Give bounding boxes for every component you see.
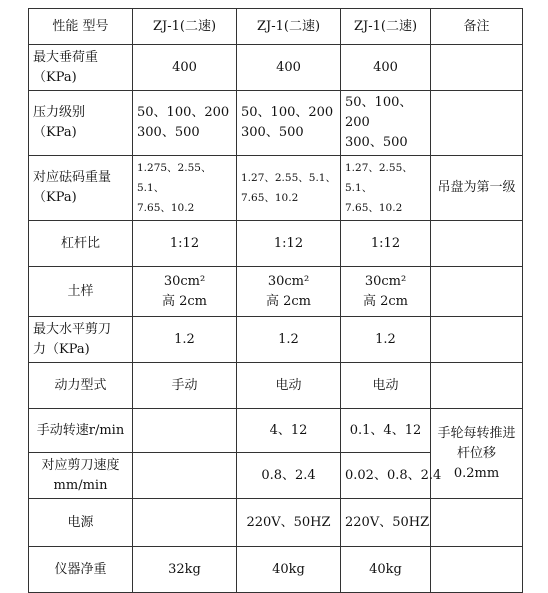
- value-cell: 50、100、200 300、500: [133, 91, 237, 156]
- table-row: [29, 45, 523, 91]
- value-cell: [133, 409, 237, 453]
- value-cell: [133, 453, 237, 499]
- table-row: [29, 317, 523, 363]
- row-label: 最大水平剪刀 力（KPa): [29, 317, 133, 363]
- value-cell: 0.02、0.8、2.4: [341, 453, 431, 499]
- value-cell: 400: [133, 45, 237, 91]
- table-row: [29, 221, 523, 267]
- table-row: [29, 409, 523, 453]
- value-cell: 1:12: [341, 221, 431, 267]
- table-row: [29, 499, 523, 547]
- header-remarks: 备注: [431, 9, 523, 45]
- value-cell: 400: [341, 45, 431, 91]
- note-cell: [431, 267, 523, 317]
- note-cell: [431, 547, 523, 593]
- value-cell: 1:12: [133, 221, 237, 267]
- note-cell: [431, 221, 523, 267]
- row-label: 仪器净重: [29, 547, 133, 593]
- value-cell: 40kg: [237, 547, 341, 593]
- value-cell: 1.2: [237, 317, 341, 363]
- row-label: 对应砝码重量 （KPa): [29, 156, 133, 221]
- value-cell: 4、12: [237, 409, 341, 453]
- table-row: [29, 156, 523, 221]
- header-model-3: ZJ-1(二速): [341, 9, 431, 45]
- note-cell: [431, 317, 523, 363]
- value-cell: 1.2: [133, 317, 237, 363]
- row-label: 杠杆比: [29, 221, 133, 267]
- value-cell: [133, 499, 237, 547]
- row-label: 对应剪刀速度 mm/min: [29, 453, 133, 499]
- note-cell: 吊盘为第一级: [431, 156, 523, 221]
- spec-table: [28, 8, 523, 593]
- value-cell: 1.275、2.55、5.1、 7.65、10.2: [133, 156, 237, 221]
- table-row: [29, 267, 523, 317]
- value-cell: 手动: [133, 363, 237, 409]
- value-cell: 30cm² 高 2cm: [341, 267, 431, 317]
- value-cell: 电动: [237, 363, 341, 409]
- value-cell: 0.8、2.4: [237, 453, 341, 499]
- note-cell: [431, 499, 523, 547]
- value-cell: 40kg: [341, 547, 431, 593]
- note-cell: [431, 91, 523, 156]
- value-cell: 1:12: [237, 221, 341, 267]
- header-row: [29, 9, 523, 45]
- table-row: [29, 547, 523, 593]
- merged-note-cell: 手轮每转推进 杆位移0.2mm: [431, 409, 523, 499]
- row-label: 压力级别 （KPa): [29, 91, 133, 156]
- value-cell: 1.27、2.55、5.1、 7.65、10.2: [237, 156, 341, 221]
- header-property-model: 性能 型号: [29, 9, 133, 45]
- value-cell: 220V、50HZ: [341, 499, 431, 547]
- value-cell: 0.1、4、12: [341, 409, 431, 453]
- row-label: 最大垂荷重 （KPa): [29, 45, 133, 91]
- value-cell: 50、100、200 300、500: [341, 91, 431, 156]
- note-cell: [431, 363, 523, 409]
- value-cell: 30cm² 高 2cm: [237, 267, 341, 317]
- row-label: 手动转速r/min: [29, 409, 133, 453]
- value-cell: 1.2: [341, 317, 431, 363]
- row-label: 电源: [29, 499, 133, 547]
- value-cell: 电动: [341, 363, 431, 409]
- table-row: [29, 91, 523, 156]
- value-cell: 220V、50HZ: [237, 499, 341, 547]
- value-cell: 30cm² 高 2cm: [133, 267, 237, 317]
- table-row: [29, 363, 523, 409]
- header-model-1: ZJ-1(二速): [133, 9, 237, 45]
- value-cell: 400: [237, 45, 341, 91]
- value-cell: 50、100、200 300、500: [237, 91, 341, 156]
- value-cell: 1.27、2.55、5.1、 7.65、10.2: [341, 156, 431, 221]
- row-label: 土样: [29, 267, 133, 317]
- row-label: 动力型式: [29, 363, 133, 409]
- note-cell: [431, 45, 523, 91]
- value-cell: 32kg: [133, 547, 237, 593]
- header-model-2: ZJ-1(二速): [237, 9, 341, 45]
